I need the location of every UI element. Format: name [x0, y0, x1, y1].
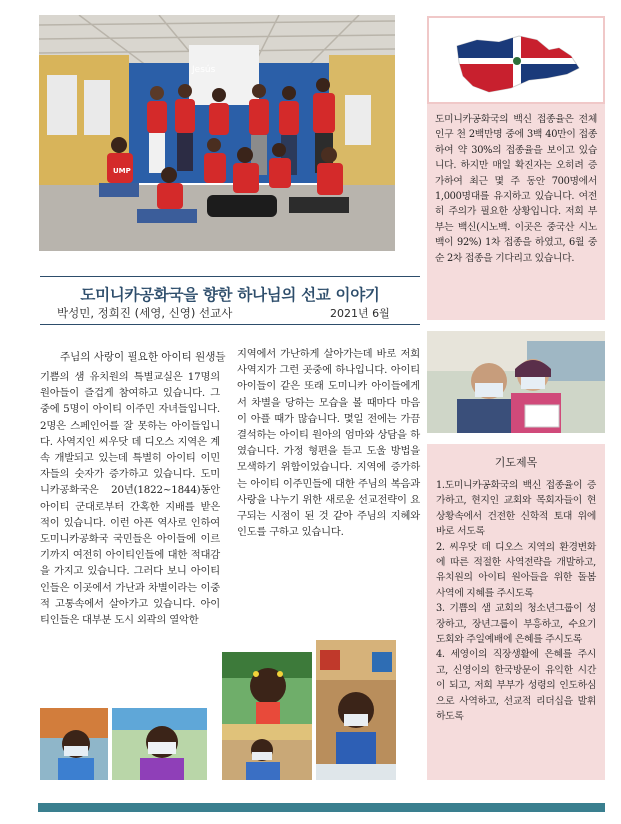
article-column-1	[40, 369, 220, 628]
article-date: 2021년 6월	[330, 307, 390, 320]
prayer-item: 3. 기쁨의 샘 교회의 청소년그룹이 성장하고, 장년그룹이 부흥하고, 수요기도회와 주일예배에 은혜를 주시도록	[436, 603, 596, 646]
article-title: 도미니카공화국을 향한 하나님의 선교 이야기	[80, 286, 380, 304]
article-column-2-text: 지역에서 가난하게 살아가는데 바로 저희 사역지가 그런 곳중에 하나입니다. 아이티 아이들이 같은 또래 도미니카 아이들에게서 차별을 당하는 모습을 볼 때마다 마음이 아플 때가 많습니다. 몇일 전에는 가끔 결석하는 아이티 원아의 엄마와 상담을 하였습니다. 가정 형편을 듣고 도울 방법을 모색하기 위함이었습니다. 지역에 증가하는 아이티 이주민들에 대한 주님의 복음과 사랑을 나누기 위한 새로운 선교전략이 요구되는 시점이 된 것 같아 주님의 지혜와 인도를 구하고 있습니다.	[237, 348, 420, 539]
sidebar-vaccine-box	[427, 16, 605, 320]
flag-map-frame	[427, 16, 605, 104]
child-photo-1	[40, 708, 108, 780]
child-photo-3	[222, 652, 312, 724]
article-subhead: 주님의 사랑이 필요한 아이티 원생들	[60, 351, 226, 363]
prayer-list	[436, 478, 596, 725]
child-photo-2	[112, 708, 207, 780]
footer-bar	[38, 803, 605, 812]
wall-sign-text: Jesús	[192, 65, 216, 75]
article-byline: 박성민, 정희진 (세영, 신영) 선교사	[57, 306, 233, 320]
dominican-flag-map-icon	[429, 18, 603, 102]
group-photo	[39, 15, 395, 251]
prayer-box	[427, 444, 605, 780]
article-column-1-text: 기쁨의 샘 유치원의 특별교실은 17명의 원아들이 즐겁게 참여하고 있습니다. 그 중에 5명이 아이티 이주민 자녀들입니다. 2명은 스페인어를 잘 못하는 아이들입니다. 사역지인 씨우닷 데 디오스 지역은 계속 개발되고 있는데 특별히 아이티 이민자들의 숫자가 증가하고 있습니다. 도미니카공화국은 20년(1822~1844)동안 아이티 군대로부터 간혹한 지배를 받은 적이 있습니다. 이런 아픈 역사로 인하여 도미니카공화국 국민들은 아이들에 이르기까지 여전히 아이티인들에 대한 적대감을 가지고 있습니다. 그러다 보니 아이티인들은 이곳에서 가난과 차별이라는 이중적 고통속에서 살아가고 있습니다. 아이티인들은 대부분 도시 외곽의 열악한	[40, 371, 220, 627]
article-column-2	[237, 346, 420, 540]
shirt-text: UMP	[113, 167, 131, 175]
prayer-item: 2. 씨우닷 데 디오스 지역의 환경변화에 따른 적절한 사역전략을 개발하고, 유치원의 아이티 원아들을 위한 돌봄 사역에 지혜를 주시도록	[436, 541, 596, 599]
prayer-item: 1.도미니카공화국의 백신 접종율이 증가하고, 현지인 교회와 목회자들이 현 상황속에서 건전한 신학적 토대 위에 바로 서도록	[436, 480, 596, 538]
vaccine-text-block	[435, 112, 597, 266]
title-rule-bottom	[40, 324, 420, 325]
prayer-title: 기도제목	[494, 456, 538, 469]
child-photo-4	[222, 724, 312, 780]
prayer-item: 4. 세영이의 직장생활에 은혜를 주시고, 신영이의 한국방문이 유익한 시간이 되고, 저희 부부가 성령의 인도하심으로 사역하고, 선교적 리더십을 발휘하도록	[436, 649, 596, 723]
child-photo-5	[316, 640, 396, 780]
vaccine-photo	[427, 331, 605, 433]
title-rule-top	[40, 276, 420, 277]
vaccine-text: 도미니카공화국의 백신 접종율은 전체 인구 천 2백만명 중에 3백 40만이 접종하여 약 30%의 접종율을 보이고 있습니다. 하지만 매일 확진자는 오히려 증가하여 최근 몇 주 동안 700명에서 1,000명대를 유지하고 있습니다. 여전히 주의가 필요한 상황입니다. 저희 부부는 백신(시노백. 이곳은 중국산 시노백이 92%) 1차 접종을 하였고, 6월 중순 2차 접종을 기다리고 있습니다.	[435, 114, 597, 264]
